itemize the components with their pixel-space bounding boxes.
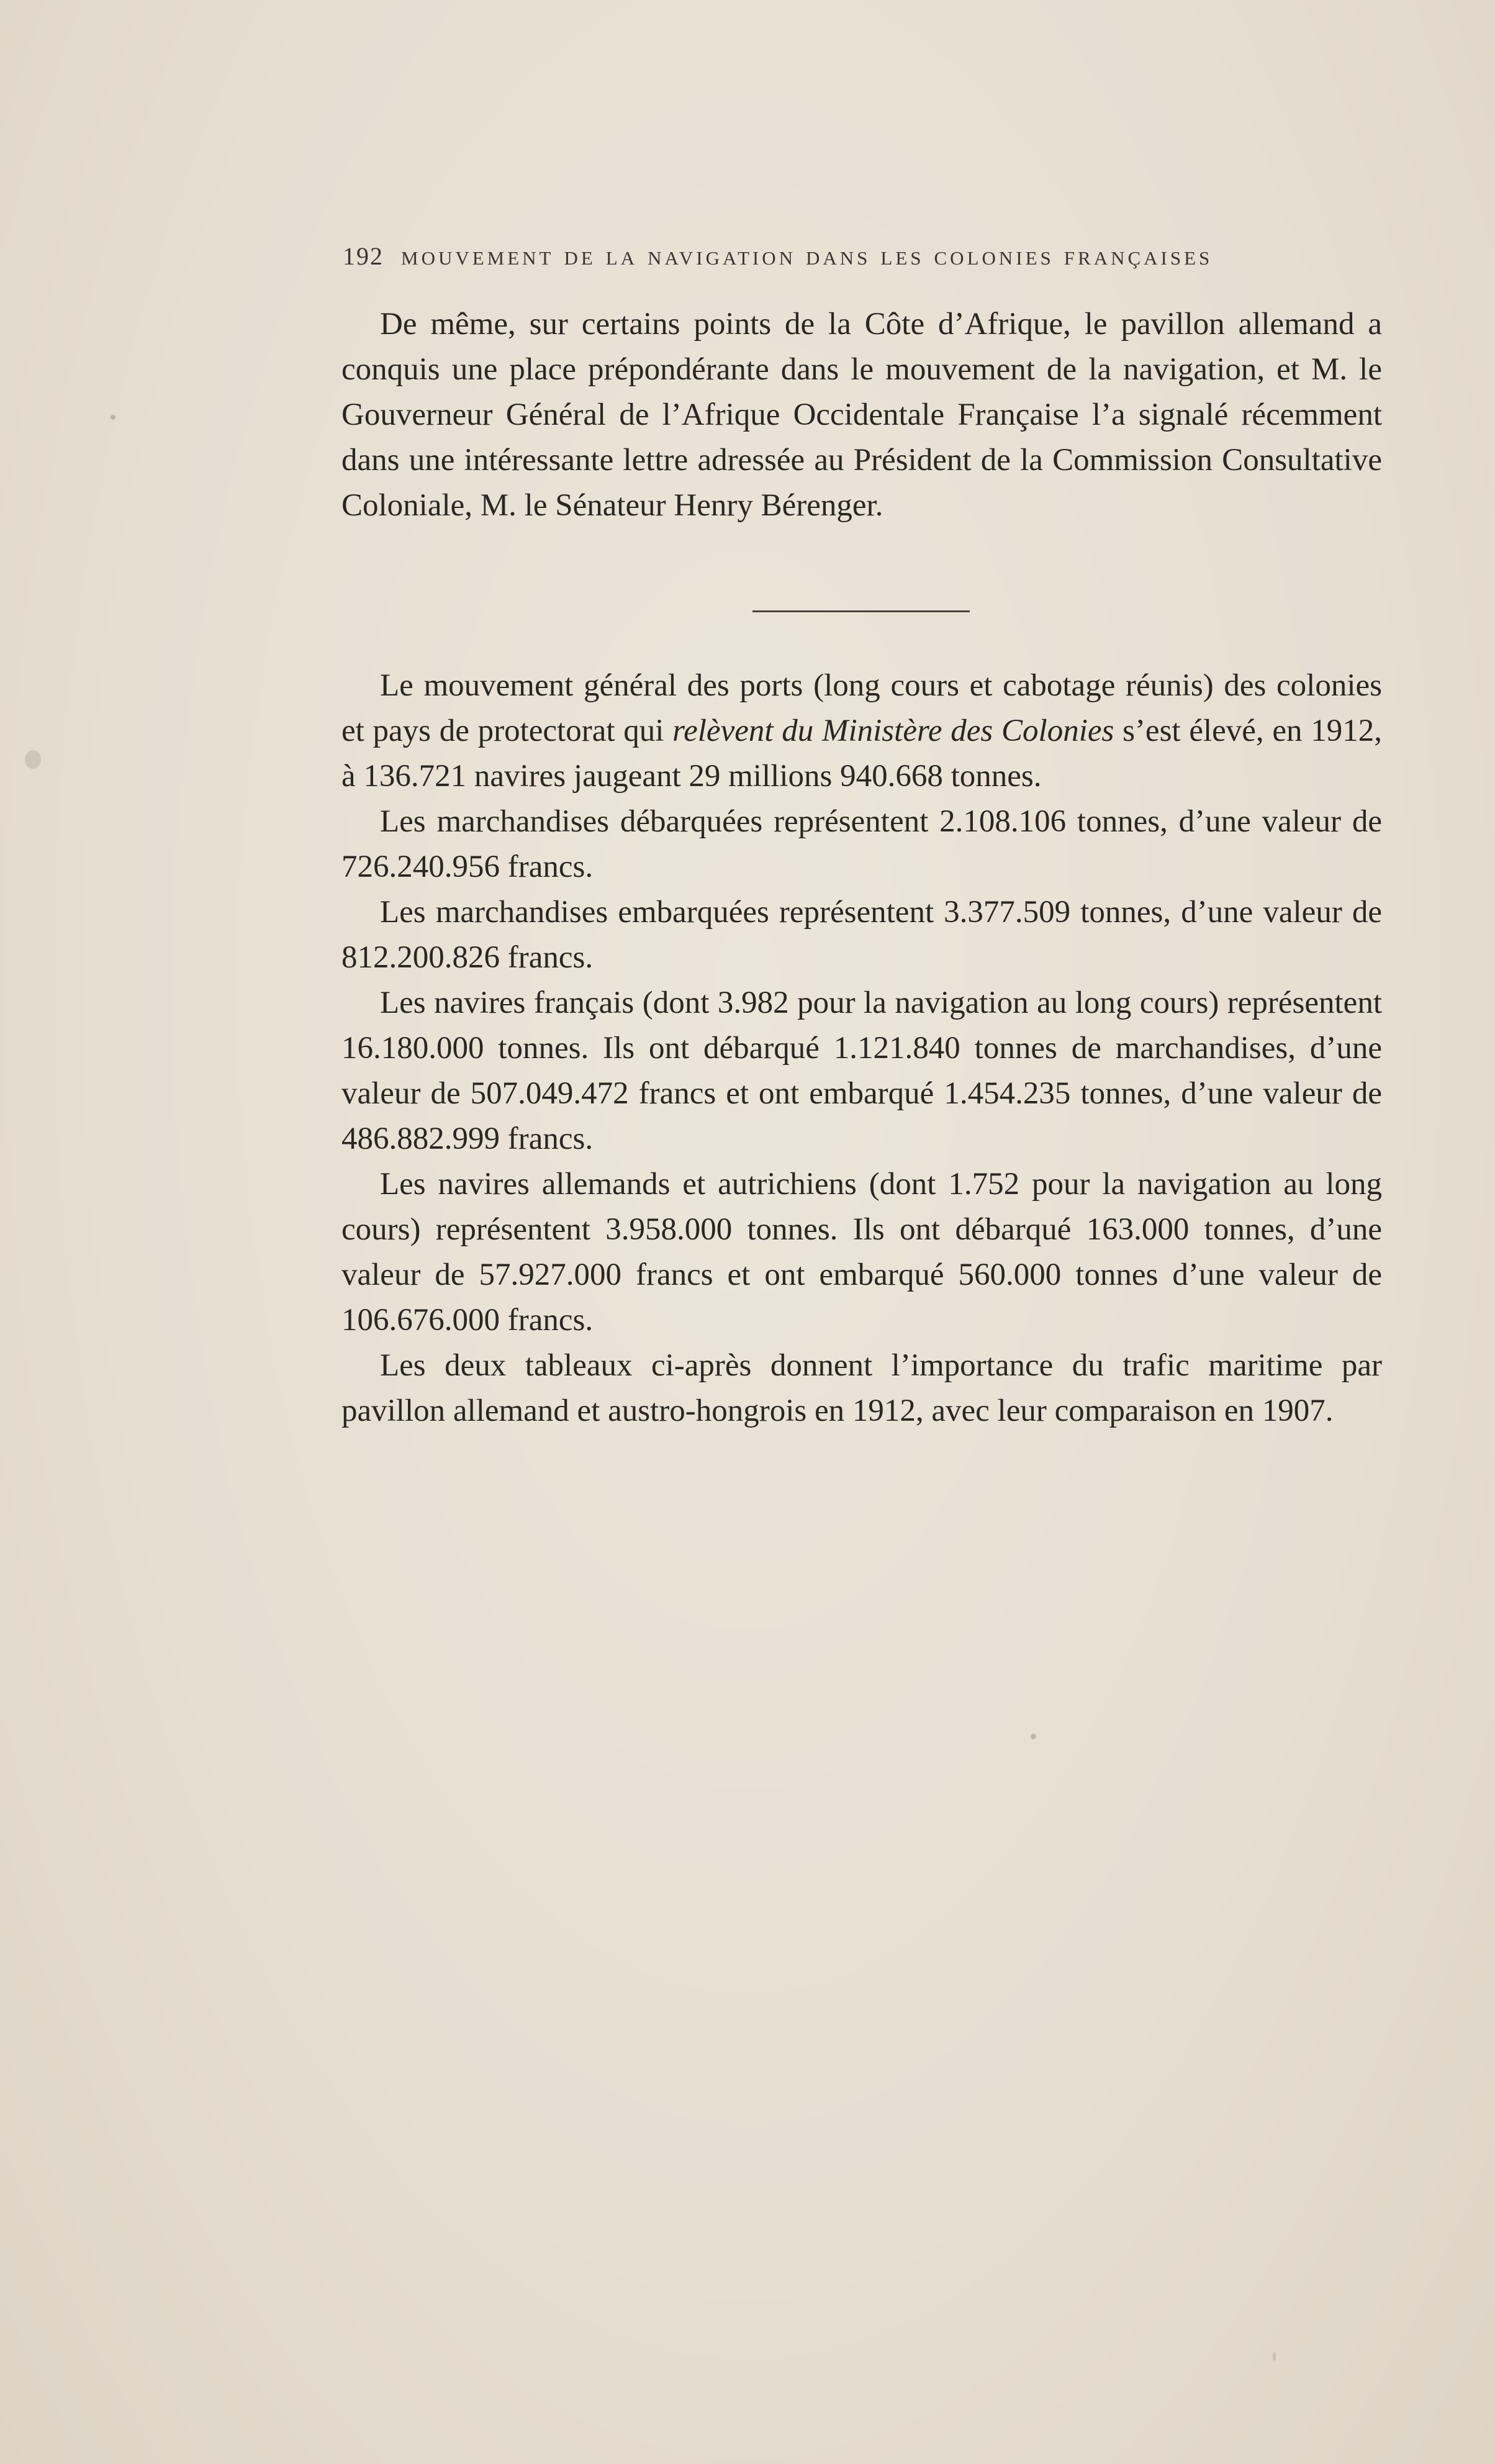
paper-speck	[1031, 1734, 1036, 1739]
opening-section	[341, 302, 1382, 528]
paragraph: Les navires allemands et autrichiens (dont 1.752 pour la navigation au long cours) représentent 3.958.000 tonnes. Ils ont débarqué 163.000 tonnes, d’une valeur de 57.927.000 francs et ont embarqué 560.000 tonnes d’une valeur de 106.676.000 francs.	[341, 1167, 1382, 1338]
paragraph: Les deux tableaux ci-après donnent l’importance du trafic maritime par pavillon allemand et austro-hongrois en 1912, avec leur comparaison en 1907.	[341, 1348, 1382, 1428]
paper-speck	[1273, 2352, 1276, 2361]
paragraph: Les marchandises embarquées représentent 3.377.509 tonnes, d’une valeur de 812.200.826 francs.	[341, 895, 1382, 975]
statistics-section	[341, 663, 1382, 1434]
running-head	[343, 240, 1383, 271]
paragraph: Les navires français (dont 3.982 pour la navigation au long cours) représentent 16.180.000 tonnes. Ils ont débarqué 1.121.840 tonnes de marchandises, d’une valeur de 507.049.472 francs et ont embarqué 1.454.235 tonnes, d’une valeur de 486.882.999 francs.	[341, 985, 1382, 1156]
section-divider	[752, 610, 970, 612]
paragraph: Les marchandises débarquées représentent 2.108.106 tonnes, d’une valeur de 726.240.956 francs.	[341, 804, 1382, 884]
paragraph-text: Le mouvement général des ports (long cours et cabotage réunis) des colonies et pays de protectorat qui	[341, 668, 1382, 748]
page-number: 192	[343, 242, 384, 270]
paper-speck	[25, 750, 41, 769]
italic-ministry-reference: relèvent du Ministère des Colonies	[672, 713, 1114, 748]
paper-speck	[111, 415, 115, 420]
paragraph-text: s’est élevé, en 1912, à 136.721 navires jaugeant 29 millions 940.668 tonnes.	[341, 713, 1383, 794]
paragraph: De même, sur certains points de la Côte d’Afrique, le pavillon allemand a conquis une place prépondérante dans le mouvement de la navigation, et M. le Gouverneur Général de l’Afrique Occidentale Française l’a signalé récemment dans une intéressante lettre adressée au Président de la Commission Consultative Coloniale, M. le Sénateur Henry Bérenger.	[341, 307, 1382, 523]
running-title: mouvement de la navigation dans les colonies françaises	[401, 240, 1213, 271]
paragraph-general-movement	[341, 663, 1382, 799]
